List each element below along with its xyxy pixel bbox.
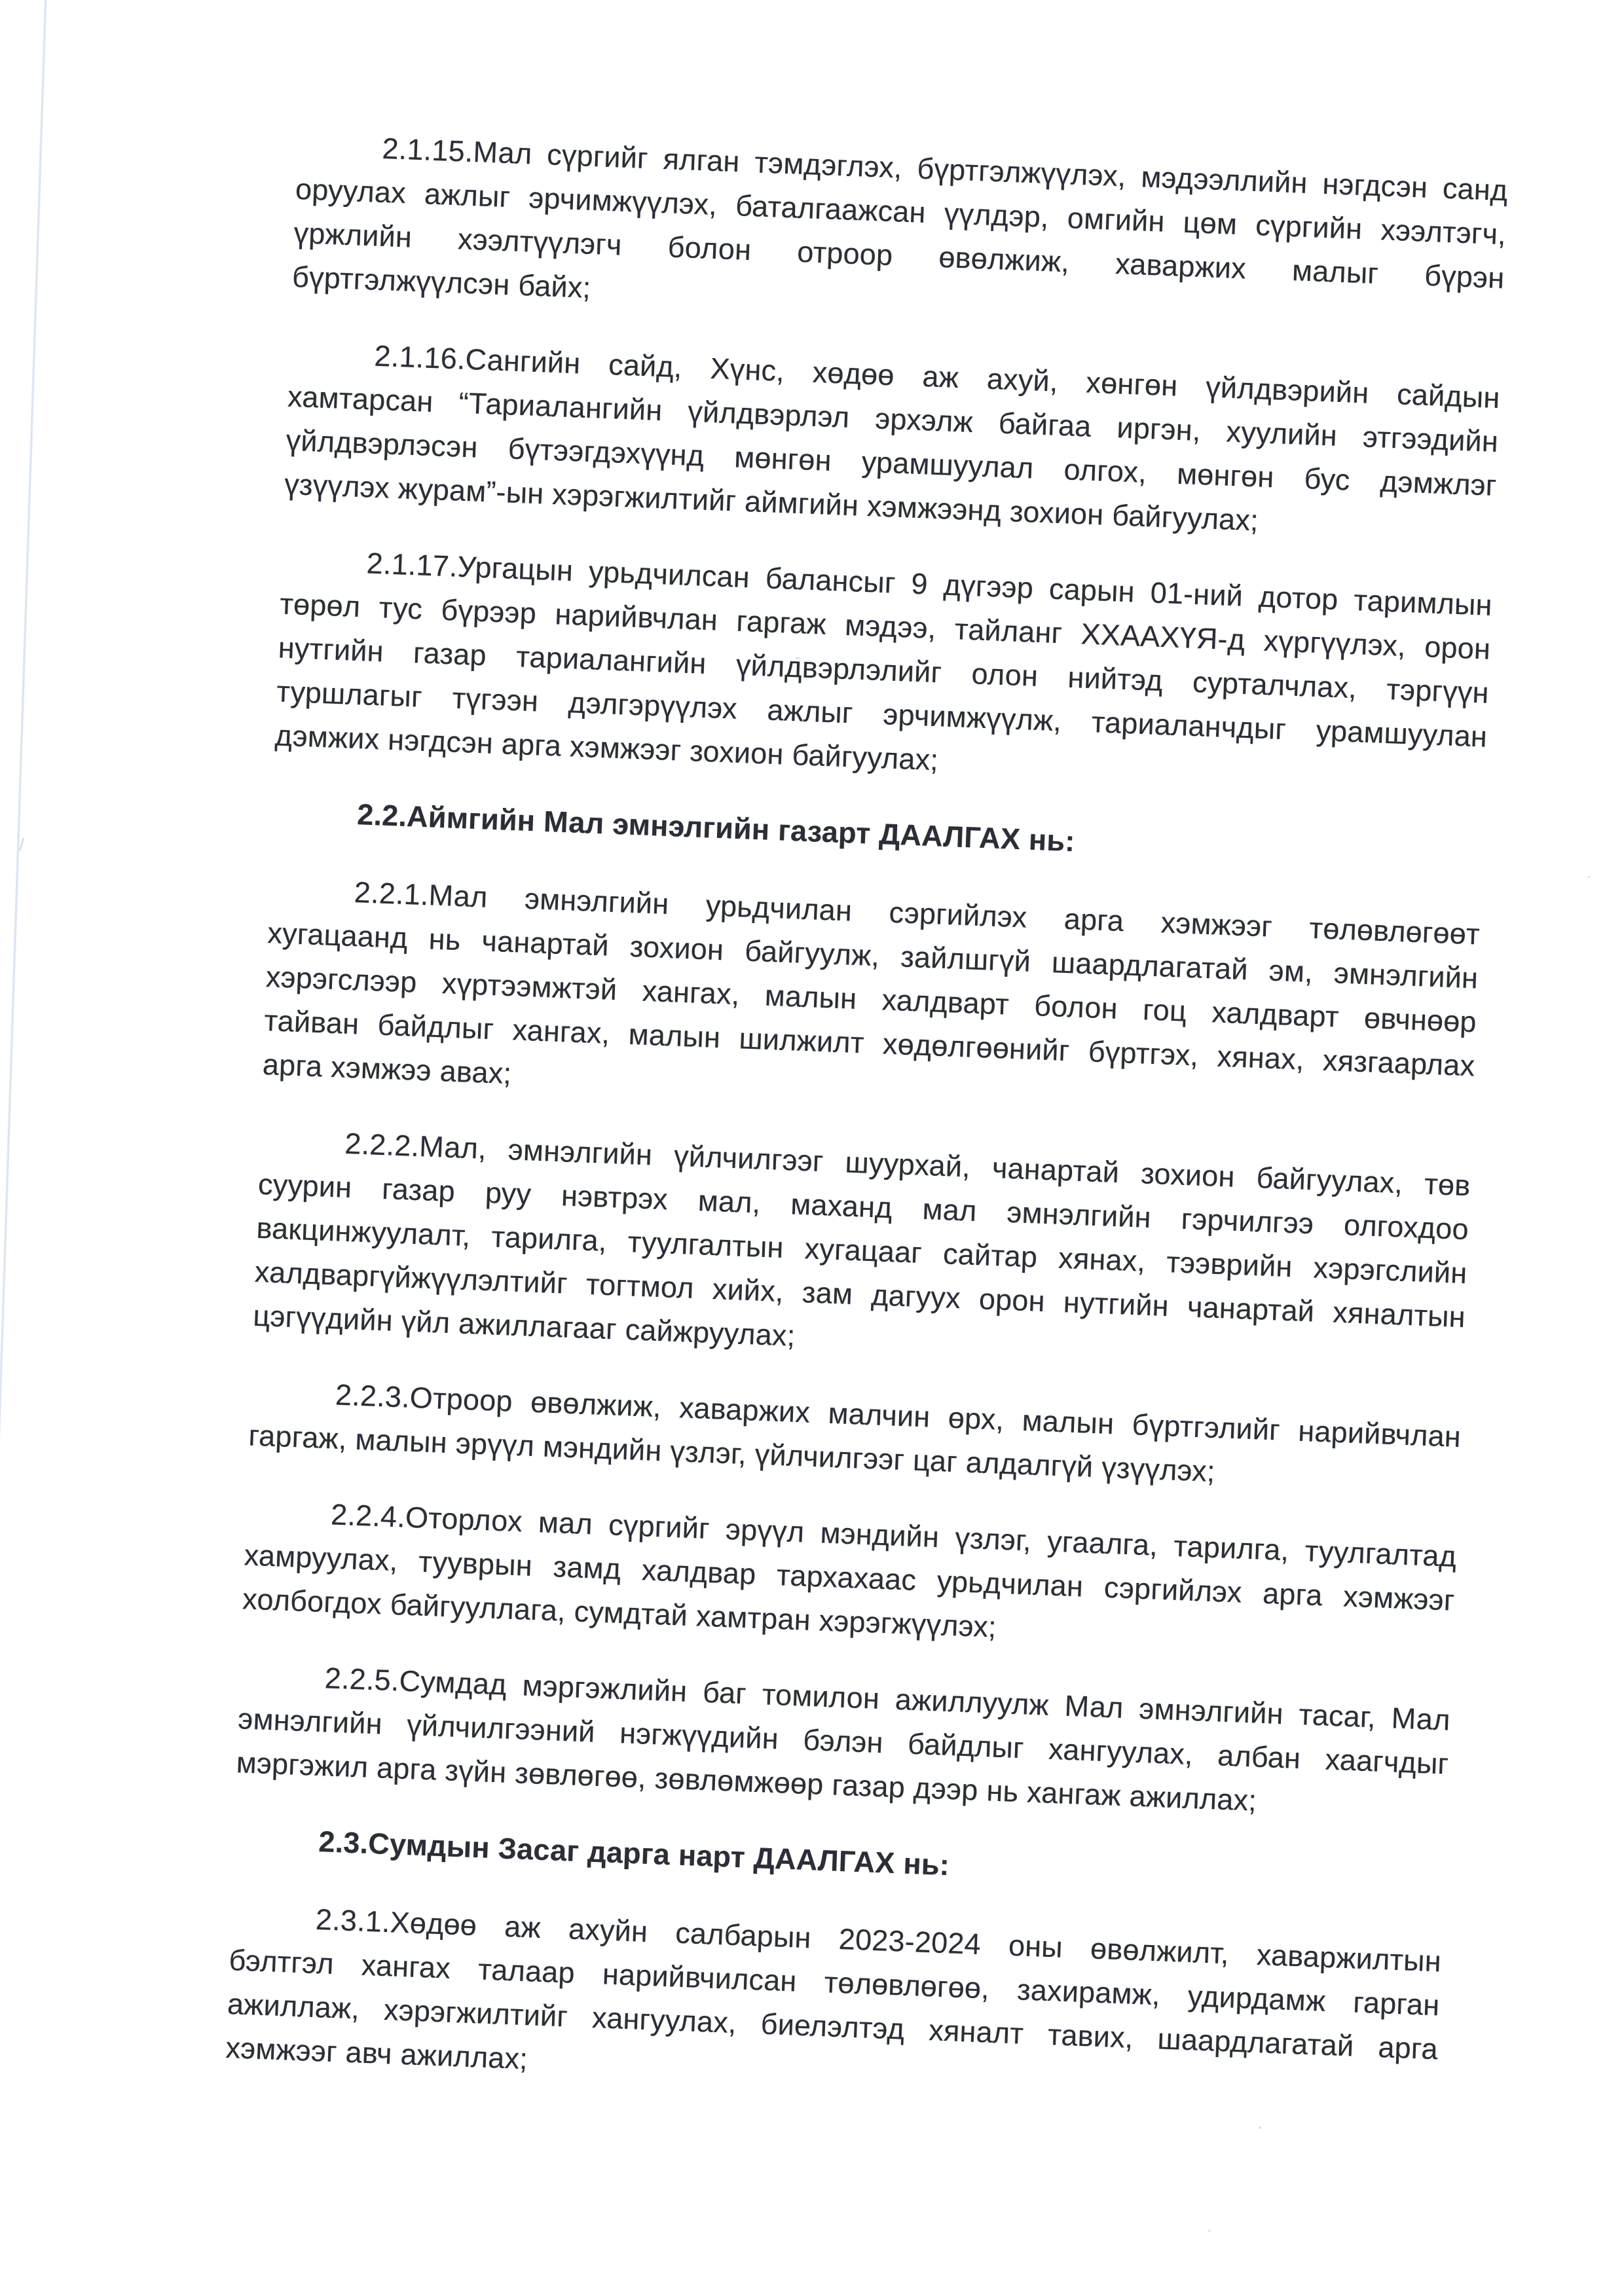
text-line: дэмжих нэгдсэн арга хэмжээг зохион байгуулах; — [274, 718, 940, 777]
text-line: төрөл тус бүрээр нарийвчлан гаргаж мэдээ, тайланг ХХААХҮЯ-д хүргүүлэх, орон — [279, 587, 1492, 666]
paragraph-2-1-16 — [284, 331, 1501, 551]
text-line: хэрэгслээр хүртээмжтэй хангах, малын халдварт болон гоц халдварт өвчнөөр — [265, 960, 1477, 1039]
paragraph-2-2-2 — [252, 1118, 1471, 1383]
paragraph-2-2-1 — [262, 867, 1481, 1131]
text-line: оруулах ажлыг эрчимжүүлэх, баталгаажсан үүлдэр, омгийн цөм сүргийн хээлтэгч, — [295, 172, 1507, 251]
text-line: хугацаанд нь чанартай зохион байгуулж, зайлшгүй шаардлагатай эм, эмнэлгийн — [267, 916, 1479, 995]
text-line: цэгүүдийн үйл ажиллагааг сайжруулах; — [252, 1298, 796, 1353]
text-line: бэлтгэл хангах талаар нарийвчилсан төлөвлөгөө, захирамж, удирдамж гарган — [228, 1943, 1441, 2022]
text-line: 2.1.17.Ургацын урьдчилсан балансыг 9 дүгээр сарын 01-ний дотор таримлын — [365, 546, 1493, 622]
fold-line — [0, 0, 196, 2296]
text-line: бүртгэлжүүлсэн байх; — [291, 259, 592, 304]
text-line: 2.2.Аймгийн Мал эмнэлгийн газарт ДААЛГАХ нь: — [356, 797, 1076, 858]
text-line: 2.2.4.Оторлох мал сүргийг эрүүл мэндийн үзлэг, угаалга, тарилга, туулгалтад — [330, 1497, 1458, 1573]
text-line: үйлдвэрлэсэн бүтээгдэхүүнд мөнгөн урамшуулал олгох, мөнгөн бус дэмжлэг — [285, 423, 1498, 503]
scan-speck — [1587, 876, 1590, 878]
scan-speck — [1259, 2126, 1261, 2129]
text-line: нутгийн газар тариалангийн үйлдвэрлэлийг олон нийтэд сурталчлах, тэргүүн — [277, 630, 1490, 710]
text-line: халдваргүйжүүлэлтийг тогтмол хийх, зам дагуух орон нутгийн чанартай хяналтын — [254, 1254, 1466, 1334]
text-line: суурин газар руу нэвтрэх мал, маханд мал эмнэлгийн гэрчилгээ олгохдоо — [257, 1167, 1469, 1247]
text-line: хамруулах, тууврын замд халдвар тархахаас урьдчилан сэргийлэх арга хэмжээг — [243, 1538, 1456, 1617]
document-body — [225, 123, 1508, 2115]
text-line: 2.1.16.Сангийн сайд, Хүнс, хөдөө аж ахуй, хөнгөн үйлдвэрийн сайдын — [373, 338, 1501, 415]
paragraph-2-1-15 — [291, 123, 1509, 344]
text-line: 2.3.1.Хөдөө аж ахуйн салбарын 2023-2024 оны өвөлжилт, хаваржилтын — [315, 1902, 1442, 1978]
text-line: 2.1.15.Мал сүргийг ялган тэмдэглэх, бүртгэлжүүлэх, мэдээллийн нэгдсэн санд — [381, 131, 1509, 208]
paragraph-2-2-3 — [248, 1370, 1462, 1503]
text-line: мэргэжил арга зүйн зөвлөгөө, зөвлөмжөөр газар дээр нь хангаж ажиллах; — [236, 1745, 1257, 1817]
scan-speck — [1208, 2230, 1211, 2232]
text-line: хамтарсан “Тариалангийн үйлдвэрлэл эрхэлж байгаа иргэн, хуулийн этгээдийн — [287, 379, 1499, 459]
text-line: үзүүлэх журам”-ын хэрэгжилтийг аймгийн хэмжээнд зохион байгуулах; — [284, 467, 1259, 538]
heading-2-3 — [232, 1816, 1445, 1905]
text-line: үржлийн хээлтүүлэгч болон отроор өвөлжиж, хаваржих малыг бүрэн — [293, 215, 1505, 295]
text-line: гаргаж, малын эрүүл мэндийн үзлэг, үйлчилгээг цаг алдалгүй үзүүлэх; — [248, 1418, 1216, 1488]
text-line: тайван байдлыг хангах, малын шилжилт хөдөлгөөнийг бүртгэх, хянах, хязгаарлах — [263, 1004, 1476, 1083]
text-line: ажиллаж, хэрэгжилтийг хангуулах, биелэлтэд хяналт тавих, шаардлагатай арга — [227, 1986, 1439, 2066]
text-line: туршлагыг түгээн дэлгэрүүлэх ажлыг эрчимжүүлж, тариаланчдыг урамшуулан — [276, 674, 1488, 754]
text-line: арга хэмжээ авах; — [262, 1048, 513, 1091]
paragraph-2-2-4 — [242, 1489, 1457, 1666]
text-line: 2.2.2.Мал, эмнэлгийн үйлчилгээг шуурхай, чанартай зохион байгуулах, төв — [344, 1126, 1471, 1203]
paragraph-2-1-17 — [274, 538, 1493, 803]
text-line: вакцинжуулалт, тарилга, туулгалтын хугацааг сайтар хянах, тээврийн хэрэгслийн — [255, 1211, 1468, 1290]
text-line: 2.2.3.Отроор өвөлжиж, хаваржих малчин өрх, малын бүртгэлийг нарийвчлан — [335, 1377, 1462, 1454]
text-line: 2.2.1.Мал эмнэлгийн урьдчилан сэргийлэх арга хэмжээг төлөвлөгөөт — [354, 875, 1481, 951]
text-line: холбогдох байгууллага, сумдтай хамтран хэрэгжүүлэх; — [242, 1582, 997, 1644]
paragraph-2-3-1 — [225, 1894, 1442, 2115]
paragraph-2-2-5 — [236, 1652, 1451, 1829]
text-line: хэмжээг авч ажиллах; — [225, 2030, 528, 2076]
text-line: эмнэлгийн үйлчилгээний нэгжүүдийн бэлэн байдлыг хангуулах, албан хаагчдыг — [237, 1702, 1450, 1781]
heading-2-2 — [271, 789, 1483, 878]
text-line: 2.2.5.Сумдад мэргэжлийн баг томилон ажиллуулж Мал эмнэлгийн тасаг, Мал — [323, 1661, 1451, 1737]
text-line: 2.3.Сумдын Засаг дарга нарт ДААЛГАХ нь: — [318, 1825, 950, 1882]
